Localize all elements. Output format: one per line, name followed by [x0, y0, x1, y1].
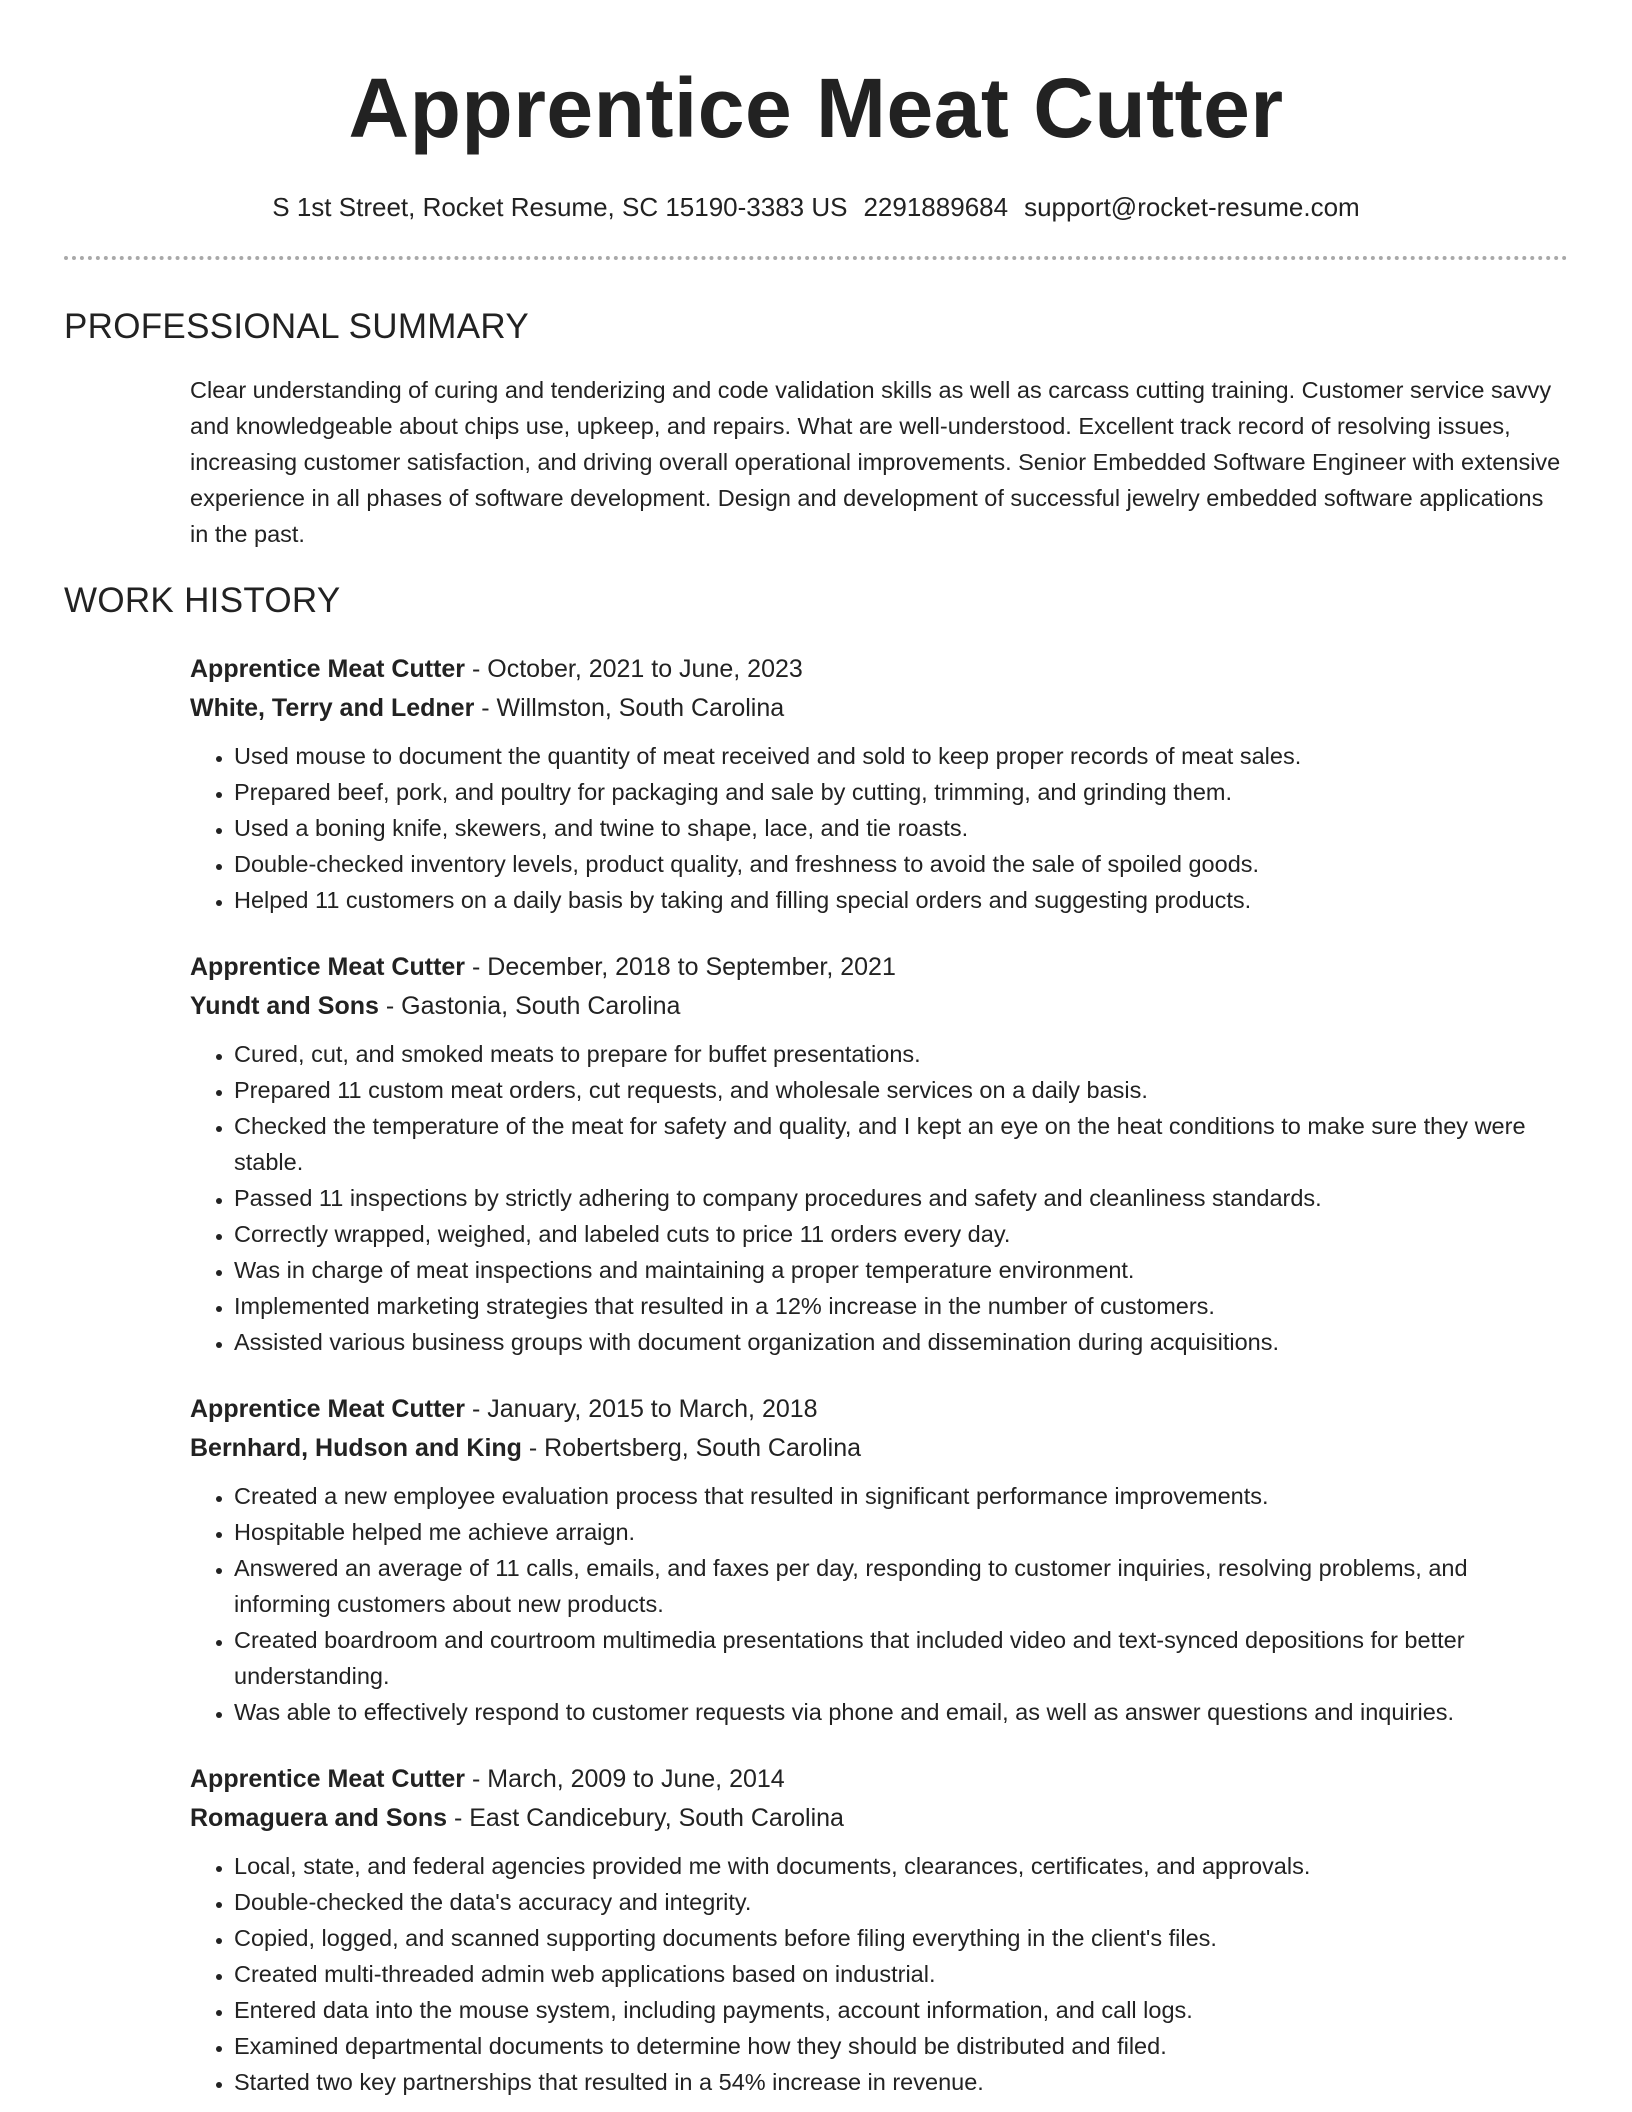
job-bullet: • Helped 11 customers on a daily basis by taking and filling special orders and suggesting products. [234, 882, 1568, 918]
work-history-section-title: WORK HISTORY [64, 581, 341, 620]
job-location: - Robertsberg, South Carolina [521, 1434, 862, 1462]
job-bullet: • Used mouse to document the quantity of meat received and sold to keep proper records of meat sales. [234, 738, 1568, 774]
job-location: - Gastonia, South Carolina [378, 992, 681, 1020]
job-bullet: • Local, state, and federal agencies provided me with documents, clearances, certificates, and approvals. [234, 1848, 1568, 1884]
job-bullet: • Implemented marketing strategies that resulted in a 12% increase in the number of customers. [234, 1288, 1568, 1324]
job-bullet: • Double-checked the data's accuracy and integrity. [234, 1884, 1568, 1920]
job-bullet: • Passed 11 inspections by strictly adhering to company procedures and safety and cleanliness standards. [234, 1180, 1568, 1216]
job-bullet: • Created multi-threaded admin web applications based on industrial. [234, 1956, 1568, 1992]
job-location: - Willmston, South Carolina [474, 694, 785, 722]
job-company-line [190, 1429, 1568, 1468]
job-entry [190, 948, 1568, 1360]
job-bullet: • Cured, cut, and smoked meats to prepare for buffet presentations. [234, 1036, 1568, 1072]
resume-name-heading: Apprentice Meat Cutter [348, 61, 1284, 155]
job-bullet: • Checked the temperature of the meat for safety and quality, and I kept an eye on the heat conditions to make sure they were stable. [234, 1108, 1568, 1180]
job-bullets [190, 738, 1568, 918]
job-dates: - October, 2021 to June, 2023 [465, 655, 803, 683]
job-bullet: • Created boardroom and courtroom multimedia presentations that included video and text-synced depositions for better understanding. [234, 1622, 1568, 1694]
job-bullet: • Answered an average of 11 calls, emails, and faxes per day, responding to customer inquiries, resolving problems, and informing customers about new products. [234, 1550, 1568, 1622]
job-entry [190, 650, 1568, 918]
job-bullet: • Used a boning knife, skewers, and twine to shape, lace, and tie roasts. [234, 810, 1568, 846]
header-divider [64, 256, 1568, 260]
job-bullets [190, 1478, 1568, 1730]
work-history-list [190, 650, 1568, 2100]
job-bullet: • Entered data into the mouse system, including payments, account information, and call logs. [234, 1992, 1568, 2028]
job-title-line [190, 948, 1568, 987]
job-bullet: • Was able to effectively respond to customer requests via phone and email, as well as answer questions and inquiries. [234, 1694, 1568, 1730]
job-company: Bernhard, Hudson and King [190, 1434, 522, 1462]
job-location: - East Candicebury, South Carolina [447, 1804, 844, 1832]
job-role: Apprentice Meat Cutter [190, 953, 466, 981]
job-company: Yundt and Sons [190, 992, 379, 1020]
job-bullets [190, 1848, 1568, 2100]
job-bullet: • Created a new employee evaluation process that resulted in significant performance improvements. [234, 1478, 1568, 1514]
job-bullet: • Correctly wrapped, weighed, and labeled cuts to price 11 orders every day. [234, 1216, 1568, 1252]
job-bullet: • Double-checked inventory levels, product quality, and freshness to avoid the sale of spoiled goods. [234, 846, 1568, 882]
job-company-line [190, 987, 1568, 1026]
job-title-line [190, 1390, 1568, 1429]
job-bullet: • Hospitable helped me achieve arraign. [234, 1514, 1568, 1550]
job-bullet: • Copied, logged, and scanned supporting documents before filing everything in the client's files. [234, 1920, 1568, 1956]
job-entry [190, 1390, 1568, 1730]
job-bullets [190, 1036, 1568, 1360]
job-bullet: • Prepared beef, pork, and poultry for packaging and sale by cutting, trimming, and grinding them. [234, 774, 1568, 810]
job-bullet: • Started two key partnerships that resulted in a 54% increase in revenue. [234, 2064, 1568, 2100]
job-dates: - January, 2015 to March, 2018 [465, 1395, 818, 1423]
job-bullet: • Prepared 11 custom meat orders, cut requests, and wholesale services on a daily basis. [234, 1072, 1568, 1108]
job-bullet: • Assisted various business groups with document organization and dissemination during acquisitions. [234, 1324, 1568, 1360]
contact-line [64, 192, 1568, 222]
job-role: Apprentice Meat Cutter [190, 655, 466, 683]
job-company: Romaguera and Sons [190, 1804, 447, 1832]
summary-section-title: PROFESSIONAL SUMMARY [64, 307, 529, 346]
job-company-line [190, 1799, 1568, 1838]
summary-text: Clear understanding of curing and tenderizing and code validation skills as well as carcass cutting training. Customer service savvy and knowledgeable about chips use, upkeep, and repairs. What are well-understood. Excellent track record of resolving issues, increasing customer satisfaction, and driving overall operational improvements. Senior Embedded Software Engineer with extensive experience in all phases of software development. Design and development of successful jewelry embedded software applications in the past. [190, 377, 1561, 547]
job-bullet: • Examined departmental documents to determine how they should be distributed and filed. [234, 2028, 1568, 2064]
job-role: Apprentice Meat Cutter [190, 1395, 466, 1423]
job-bullet: • Was in charge of meat inspections and maintaining a proper temperature environment. [234, 1252, 1568, 1288]
job-dates: - December, 2018 to September, 2021 [465, 953, 896, 981]
job-title-line [190, 650, 1568, 689]
job-company: White, Terry and Ledner [190, 694, 475, 722]
contact-phone: 2291889684 [863, 192, 1009, 222]
job-role: Apprentice Meat Cutter [190, 1765, 466, 1793]
job-company-line [190, 689, 1568, 728]
job-entry [190, 1760, 1568, 2100]
contact-email: support@rocket-resume.com [1024, 192, 1360, 222]
job-title-line [190, 1760, 1568, 1799]
contact-address: S 1st Street, Rocket Resume, SC 15190-3383 US [272, 192, 848, 222]
job-dates: - March, 2009 to June, 2014 [465, 1765, 785, 1793]
